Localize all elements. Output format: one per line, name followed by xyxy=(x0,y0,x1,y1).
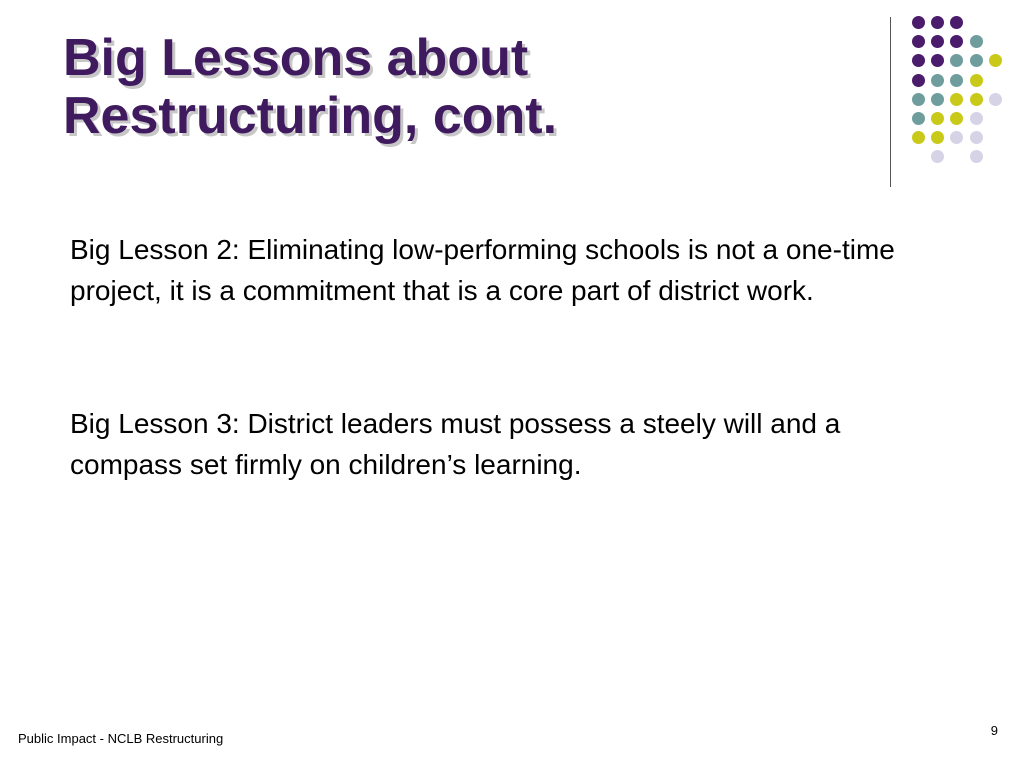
decorative-dot-purple xyxy=(912,16,925,29)
slide-title xyxy=(63,29,863,145)
decorative-dot-purple xyxy=(931,54,944,67)
title-divider-line xyxy=(890,17,891,187)
slide-footer: Public Impact - NCLB Restructuring xyxy=(18,731,224,746)
big-lesson-2-paragraph: Big Lesson 2: Eliminating low-performing schools is not a one-time project, it is a commitment that is a core part of district work. xyxy=(70,234,895,306)
decorative-dot-teal xyxy=(950,74,963,87)
decorative-dot-lime xyxy=(970,74,983,87)
slide-body xyxy=(70,229,950,485)
slide-title-line-2: Restructuring, cont. xyxy=(63,87,558,145)
decorative-dot-teal xyxy=(931,74,944,87)
slide-title-line-1: Big Lessons about xyxy=(63,29,529,87)
page-number: 9 xyxy=(990,723,998,738)
decorative-dot-purple xyxy=(950,35,963,48)
decorative-dot-lime xyxy=(950,112,963,125)
decorative-dot-lime xyxy=(970,93,983,106)
decorative-dot-purple xyxy=(912,35,925,48)
decorative-dot-purple xyxy=(931,16,944,29)
decorative-dot-purple xyxy=(912,74,925,87)
decorative-dot-lavender xyxy=(989,93,1002,106)
decorative-dot-lime xyxy=(931,112,944,125)
decorative-dot-teal xyxy=(912,112,925,125)
decorative-dot-lavender xyxy=(970,112,983,125)
decorative-dot-lime xyxy=(989,54,1002,67)
decorative-dot-lavender xyxy=(970,150,983,163)
decorative-dot-teal xyxy=(931,93,944,106)
decorative-dot-teal xyxy=(950,54,963,67)
decorative-dot-teal xyxy=(970,35,983,48)
decorative-dot-purple xyxy=(950,16,963,29)
decorative-dot-lavender xyxy=(950,131,963,144)
big-lesson-3-paragraph: Big Lesson 3: District leaders must possess a steely will and a compass set firmly on children’s learning. xyxy=(70,408,841,480)
decorative-dot-teal xyxy=(970,54,983,67)
decorative-dot-teal xyxy=(912,93,925,106)
decorative-dot-lavender xyxy=(970,131,983,144)
decorative-dot-purple xyxy=(931,35,944,48)
decorative-dot-lavender xyxy=(931,150,944,163)
decorative-dot-purple xyxy=(912,54,925,67)
decorative-dot-lime xyxy=(950,93,963,106)
decorative-dot-lime xyxy=(931,131,944,144)
decorative-dot-lime xyxy=(912,131,925,144)
